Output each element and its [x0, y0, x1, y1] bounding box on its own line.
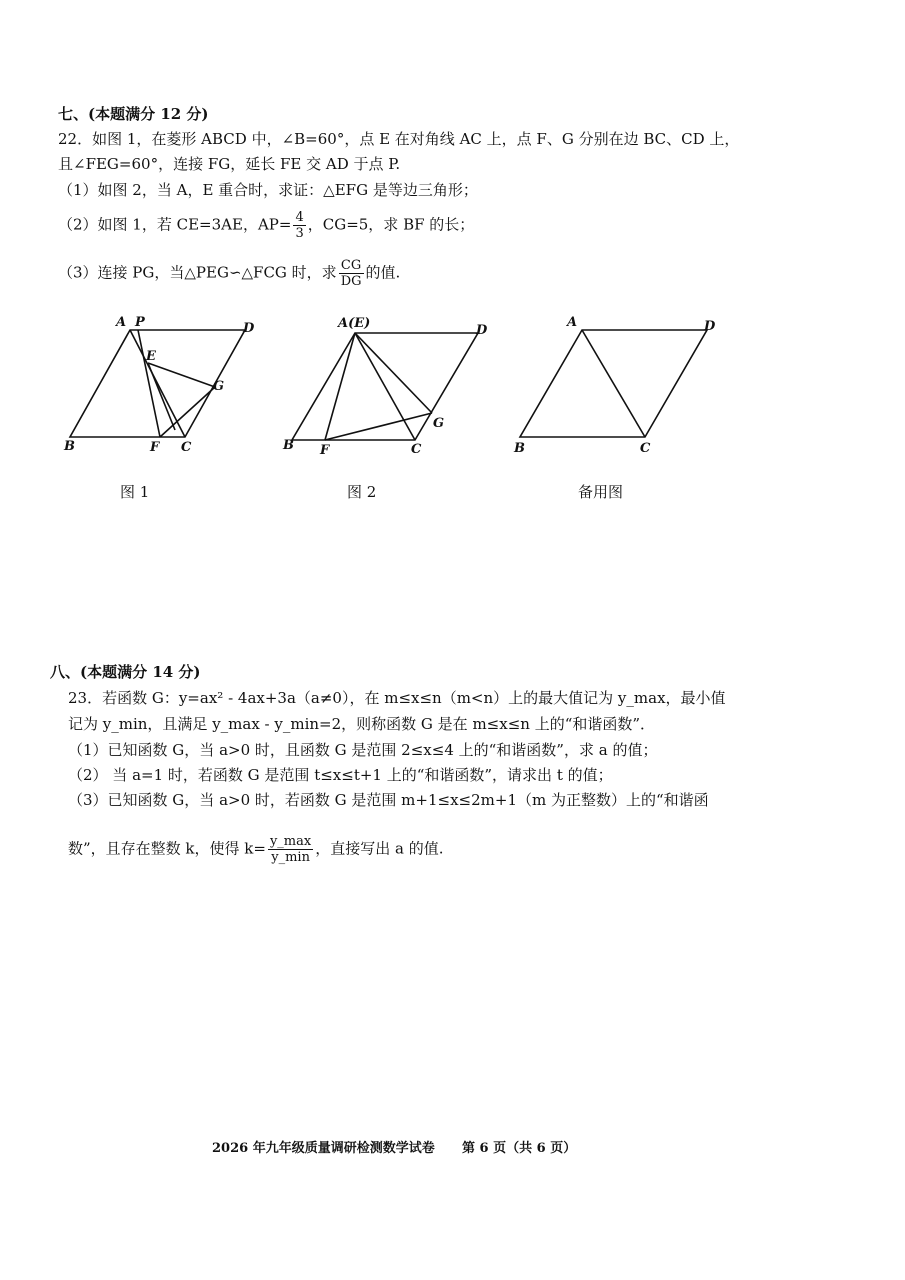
k-fraction-num: y_max — [269, 834, 312, 849]
q22-line2: 且∠FEG=60°，连接 FG，延长 FE 交 AD 于点 P. — [58, 155, 401, 173]
dg-fraction-den: DG — [340, 274, 362, 289]
ap-fraction-num: 4 — [295, 210, 304, 225]
fig1-label-a: A — [116, 315, 127, 330]
q22-part2-text-b: ，CG=5，求 BF 的长； — [307, 215, 475, 234]
q23-part3: （3）已知函数 G，当 a>0 时，若函数 G 是范围 m+1≤x≤2m+1（m 为正整数）上的“和谐函 — [68, 791, 709, 809]
section-8-heading: 八、(本题满分 14 分) — [50, 663, 201, 681]
q23-part3b-text-a: 数”，且存在整数 k，使得 k= — [68, 839, 266, 858]
q23-part1: （1）已知函数 G，当 a>0 时，且函数 G 是范围 2≤x≤4 上的“和谐函数”，求 a 的值； — [68, 741, 658, 759]
fig3-caption: 备用图 — [578, 483, 624, 501]
q22-part2-text-a: （2）如图 1，若 CE=3AE，AP= — [58, 215, 292, 234]
fig3-label-b: B — [514, 441, 525, 456]
fig1-label-d: D — [243, 321, 255, 336]
fig1-label-b: B — [64, 439, 75, 454]
fig2-label-d: D — [476, 323, 488, 338]
q23-part3b-text-b: ，直接写出 a 的值. — [315, 839, 444, 858]
q22-line1: 22．如图 1，在菱形 ABCD 中，∠B=60°，点 E 在对角线 AC 上，点 F、G 分别在边 BC、CD 上， — [58, 130, 740, 148]
footer-title: 2026 年九年级质量调研检测数学试卷 — [212, 1141, 435, 1156]
k-fraction — [268, 834, 313, 865]
q22-part1: （1）如图 2，当 A，E 重合时，求证：△EFG 是等边三角形； — [58, 181, 478, 199]
section-7-heading: 七、(本题满分 12 分) — [58, 105, 209, 123]
fig3-diagonal-ac — [582, 330, 645, 437]
q23-line1: 23．若函数 G：y=ax² - 4ax+3a（a≠0），在 m≤x≤n（m<n）上的最大值记为 y_max，最小值 — [68, 689, 726, 707]
fig3-label-d: D — [704, 319, 716, 334]
fig3-label-c: C — [640, 441, 651, 456]
q22-part3-text-b: 的值. — [365, 263, 401, 282]
fig1-label-f: F — [150, 440, 160, 455]
fig2-line-af — [325, 333, 355, 440]
figures-canvas — [0, 0, 905, 520]
fig2-line-fg — [325, 413, 432, 440]
k-fraction-den: y_min — [271, 850, 310, 865]
q23-line2: 记为 y_min，且满足 y_max - y_min=2，则称函数 G 是在 m≤x≤n 上的“和谐函数”． — [68, 715, 656, 733]
footer-page: 第 6 页（共 6 页） — [462, 1141, 577, 1156]
fig2-label-f: F — [320, 443, 330, 458]
fig1-label-c: C — [181, 440, 192, 455]
fig2-label-c: C — [411, 442, 422, 457]
ap-fraction-den: 3 — [295, 226, 304, 241]
q22-part3-text-a: （3）连接 PG，当△PEG∽△FCG 时，求 — [58, 263, 337, 282]
fig3-label-a: A — [567, 315, 578, 330]
fig2-label-ae: A(E) — [338, 316, 371, 331]
q23-part2: （2） 当 a=1 时，若函数 G 是范围 t≤x≤t+1 上的“和谐函数”，请求出 t 的值； — [68, 766, 613, 784]
fig2-label-b: B — [283, 438, 294, 453]
q23-part3-continued — [68, 834, 443, 865]
fig2-caption: 图 2 — [347, 483, 377, 501]
cg-fraction-num: CG — [339, 258, 364, 274]
fig1-label-p: P — [135, 315, 145, 330]
fig2-label-g: G — [433, 416, 445, 431]
fig1-label-g: G — [213, 379, 225, 394]
fig1-caption: 图 1 — [120, 483, 150, 501]
fig1-label-e: E — [146, 349, 156, 364]
